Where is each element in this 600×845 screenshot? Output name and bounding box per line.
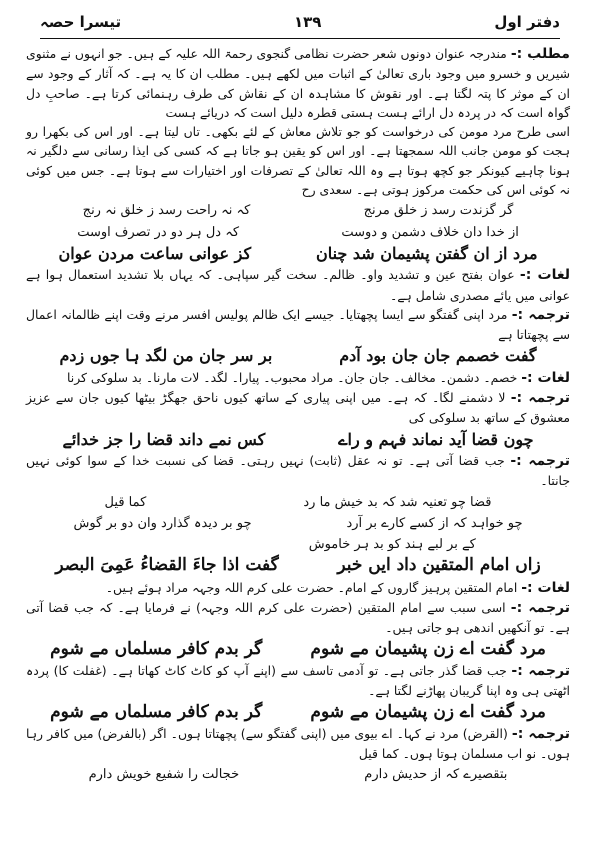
paragraph [26,724,570,764]
paragraph [26,388,570,428]
paragraph-text: عوان بفتح عین و تشدید واو۔ ظالم۔ سخت گیر سپاہی۔ کہ یہاں بلا تشدید استعمال ہوا ہے عوانی میں یائے مصدری شامل ہے۔ [26,267,570,303]
verse-couplet [26,201,570,220]
paragraph-label: لغات :- [521,579,570,596]
paragraph [26,122,570,199]
verse-couplet [26,514,570,533]
paragraph-text: لا دشمنے لگا۔ کہ ہے۔ میں اپنی پیاری کے ساتھ کیوں ناحق جھگڑ بیٹھا کیوں جان سے عزیز معشوق کے ساتھ بد سلوکی کی [26,390,570,426]
verse-first-hemistich: مرد از ان گفتن پشیمان شد چنان [315,243,538,263]
paragraph-label: ترجمہ :- [511,662,570,679]
verse-couplet [26,223,570,242]
paragraph-text: امام المتقین پرہیز گاروں کے امام۔ حضرت علی کرم اللہ وجہہ مراد ہوئے ہیں۔ [105,579,518,595]
document-body [26,44,570,787]
verse-couplet [26,556,570,575]
paragraph-text: جب قضا آتی ہے۔ تو نہ عقل (ثابت) نہیں رہتی۔ قضا کی نسبت خدا کے سوا کوئی نہیں جانتا۔ [26,452,570,489]
verse-second-hemistich: کما قیل [104,494,147,510]
verse-couplet [26,640,570,659]
verse-couplet [26,535,570,554]
paragraph-label: لغات :- [521,369,570,386]
paragraph-text: خصم۔ دشمن۔ مخالف۔ جان جان۔ مراد محبوب۔ پیارا۔ لگد۔ لات مارنا۔ بد سلوکی کرنا [66,369,518,385]
header-book-title: دفتر اول [494,13,560,31]
paragraph-label: ترجمہ :- [510,600,570,617]
header-part-title: تیسرا حصہ [40,13,122,31]
verse-first-hemistich: زاں امام المتقین داد ایں خبر [337,555,541,576]
verse-first-hemistich: چو خواہد کہ از کسے کارے بر آرد [346,515,523,531]
verse-first-hemistich: گفت خصمم جان جان بود آدم [339,346,537,366]
paragraph-text: مرد اپنی گفتگو سے ایسا پچھتایا۔ جیسے ایک ظالم پولیس افسر مرنے وقت اپنے ظالمانہ اعمال سے پچھتاتا ہے [26,306,570,343]
header-rule [40,38,560,39]
paragraph-label: ترجمہ :- [511,306,570,323]
page-header [40,8,560,36]
paragraph-text: مندرجہ عنوان دونوں شعر حضرت نظامی گنجوی رحمۃ اللہ علیہ کے ہیں۔ جو انہوں نے مثنوی شیریں و خسرو میں وجود باری تعالیٰ کے اثبات میں لکھے ہیں۔ مطلب ان کا یہ ہے۔ کہ آثار کے وجود سے ان کے موثر کا پتہ لگتا ہے۔ اور نقوش کا مشاہدہ ان کے نقاش کی طرف رہنمائی کرتا ہے۔ صاحبِ دل گواہ است کہ در پردہ دل ارائے ہست ہستی قطرہ دلیل است کہ دریائے ہست [26,46,570,120]
paragraph-label: ترجمہ :- [510,452,570,469]
verse-first-hemistich: گر گزندت رسد ز خلق مرنج [363,203,514,219]
verse-second-hemistich: کہ دل ہر دو در تصرف اوست [77,224,240,240]
verse-second-hemistich: گر بدم کافر مسلماں مے شوم [50,638,263,659]
paragraph [26,368,570,388]
paragraph-label: ترجمہ :- [511,725,570,742]
paragraph [26,661,570,701]
verse-first-hemistich: از خدا دان خلاف دشمن و دوست [341,224,519,240]
verse-first-hemistich: مرد گفت اے زن پشیمان مے شوم [310,701,546,722]
paragraph [26,265,570,305]
verse-couplet [26,346,570,365]
page-number: ۱۳۹ [293,13,322,31]
verse-couplet [26,493,570,512]
verse-second-hemistich: گر بدم کافر مسلماں مے شوم [50,701,263,722]
paragraph [26,305,570,345]
verse-second-hemistich: کز عوانی ساعت مردن عوان [58,243,252,263]
verse-couplet [26,703,570,722]
verse-couplet [26,244,570,263]
verse-second-hemistich: خجالت را شفیع خویش دارم [88,767,240,783]
verse-couplet [26,765,570,784]
paragraph-label: ترجمہ :- [510,390,570,407]
verse-first-hemistich: کے بر لبے ہند کو بد ہر خاموش [308,537,476,553]
paragraph-label: مطلب :- [510,46,570,62]
verse-first-hemistich: مرد گفت اے زن پشیمان مے شوم [310,638,546,659]
verse-second-hemistich: کس نمے داند قضا را جز خدائے [62,429,266,449]
verse-first-hemistich: بتقصیرے کہ از حدیش دارم [364,767,508,783]
paragraph-text: اسی سبب سے امام المتقین (حضرت علی کرم اللہ وجہہ) نے فرمایا ہے۔ کہ جب قضا آتی ہے۔ تو آنکھیں اندھی ہو جاتی ہیں۔ [26,600,570,636]
paragraph-text: اسی طرح مرد مومن کی درخواست کو جو تلاش معاش کے لئے بکھی۔ تاں لیتا ہے۔ اور اس کی بکھرا رو ہجت کو مومن جانب اللہ سمجھتا ہے۔ اور اس کو یقین ہو جاتا ہے کہ کسی کی ایذا رسانی سے دلگیر نہ ہونا چاہیے کیونکر جو کچھ ہوتا ہے وہ اللہ تعالیٰ کے تصرفات اور اختیارات سے ہوتا ہے۔ جس میں کوئی نہ کوئی اس کی حکمت مرکوز ہوتی ہے۔ سعدی رح [26,124,570,198]
verse-second-hemistich: چو بر دیدہ گذارد وان دو بر گوش [73,515,252,531]
paragraph-label: لغات :- [519,267,570,284]
verse-second-hemistich: گفت اذا جاءَ القضاءُ عَمِیَ البصر [55,555,279,576]
verse-second-hemistich: بر سر جان من لگد ہا جوں زدم [59,346,273,366]
paragraph [26,598,570,638]
verse-first-hemistich: چون قضا آید نماند فہم و راے [338,429,534,449]
verse-first-hemistich: قضا چو تعنیہ شد کہ بد خیش ما رد [303,494,492,510]
paragraph [26,44,570,122]
paragraph-text: جب قضا گذر جاتی ہے۔ تو آدمی تاسف سے (اپنے آپ کو کاٹ کاٹ کھاتا ہے۔ (غفلت کا) پردہ اٹھتی ہی وہ اپنا گریبان پھاڑنے لگتا ہے۔ [26,662,570,699]
paragraph [26,578,570,598]
verse-second-hemistich: کہ نہ راحت رسد ز خلق نہ رنج [82,203,251,219]
paragraph [26,451,570,491]
verse-couplet [26,430,570,449]
paragraph-text: (القرض) مرد نے کہا۔ اے بیوی میں (اپنی گفتگو سے) پچھتاتا ہوں۔ اگر (بالفرض) میں کافر رہا ہوں۔ نو اب مسلمان ہوتا ہوں۔ کما قیل [26,725,570,762]
